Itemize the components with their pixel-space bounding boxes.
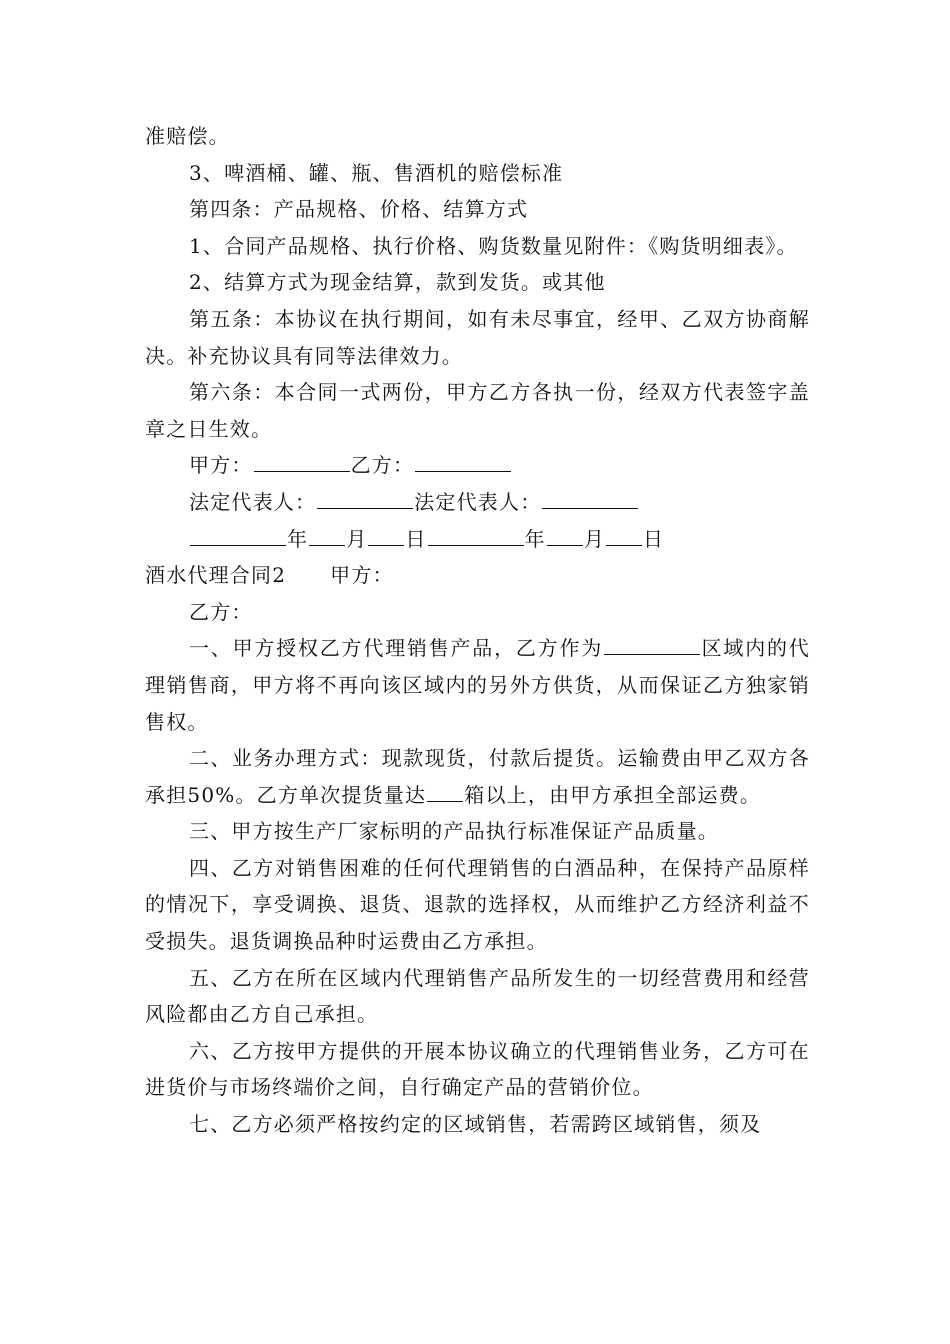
contract-2-party-b-label: 乙方：	[189, 599, 253, 624]
month-label: 月	[583, 526, 606, 551]
clause-1-post: 区域内的代理销售商，甲方将不再向该区域内的另外方供货，从而保证乙方独家销售权。	[145, 636, 811, 734]
clause-2-post: 箱以上，由甲方承担全部运费。	[464, 782, 762, 807]
rep-a-label: 法定代表人：	[189, 489, 317, 514]
year-label: 年	[524, 526, 546, 551]
paragraph-item-3: 3、啤酒桶、罐、瓶、售酒机的赔偿标准	[189, 160, 564, 185]
paragraph-item-1: 1、合同产品规格、执行价格、购货数量见附件：《购货明细表》。	[189, 233, 798, 258]
contract-2-clause-4: 四、乙方对销售困难的任何代理销售的白酒品种，在保持产品原样的情况下，享受调换、退货、退款的选择权，从而维护乙方经济利益不受损失。退货调换品种时运费由乙方承担。	[145, 855, 810, 954]
contract-2-clause-7: 七、乙方必须严格按约定的区域销售，若需跨区域销售，须及	[189, 1112, 762, 1137]
signature-parties-line	[145, 447, 810, 484]
party-b-blank[interactable]	[415, 451, 511, 472]
paragraph-continuation: 准赔偿。	[145, 124, 230, 148]
party-a-blank[interactable]	[254, 451, 350, 472]
rep-b-blank[interactable]	[542, 488, 638, 509]
year-a-blank[interactable]	[190, 525, 286, 546]
article-5: 第五条：本协议在执行期间，如有未尽事宜，经甲、乙双方协商解决。补充协议具有同等法律效力。	[145, 306, 810, 368]
party-b-label: 乙方：	[350, 453, 415, 478]
party-a-label: 甲方：	[189, 453, 253, 478]
year-label: 年	[287, 526, 309, 551]
article-4-heading: 第四条：产品规格、价格、结算方式	[189, 197, 529, 222]
signature-reps-line	[145, 484, 810, 521]
day-b-blank[interactable]	[606, 525, 642, 546]
contract-2-clause-2	[145, 740, 810, 813]
region-blank[interactable]	[604, 634, 700, 655]
contract-2-clause-5: 五、乙方在所在区域内代理销售产品所发生的一切经营费用和经营风险都由乙方自己承担。	[145, 965, 810, 1027]
document-page	[145, 118, 810, 1143]
day-a-blank[interactable]	[368, 525, 404, 546]
contract-2-clause-1	[145, 630, 810, 740]
box-count-blank[interactable]	[427, 781, 463, 802]
contract-2-clause-6: 六、乙方按甲方提供的开展本协议确立的代理销售业务，乙方可在进货价与市场终端价之间，自行确定产品的营销价位。	[145, 1038, 810, 1100]
clause-1-pre: 一、甲方授权乙方代理销售产品，乙方作为	[189, 636, 604, 661]
contract-2-clause-3: 三、甲方按生产厂家标明的产品执行标准保证产品质量。	[189, 819, 719, 844]
clause-2-pre: 二、业务办理方式：现款现货，付款后提货。运输费由甲乙双方各承担50%。乙方单次提货量达	[145, 746, 810, 807]
contract-2-title: 酒水代理合同2	[145, 563, 287, 588]
contract-2-title-line	[145, 557, 810, 594]
month-a-blank[interactable]	[309, 525, 345, 546]
article-6: 第六条：本合同一式两份，甲方乙方各执一份，经双方代表签字盖章之日生效。	[145, 380, 810, 441]
month-label: 月	[346, 526, 368, 551]
signature-date-line	[145, 521, 810, 558]
rep-a-blank[interactable]	[317, 488, 413, 509]
contract-2-party-a-label: 甲方：	[330, 563, 394, 588]
year-b-blank[interactable]	[428, 525, 524, 546]
month-b-blank[interactable]	[547, 525, 583, 546]
rep-b-label: 法定代表人：	[414, 489, 542, 514]
day-label: 日	[405, 526, 427, 551]
paragraph-item-2: 2、结算方式为现金结算，款到发货。或其他	[189, 270, 606, 295]
day-label: 日	[643, 526, 665, 551]
